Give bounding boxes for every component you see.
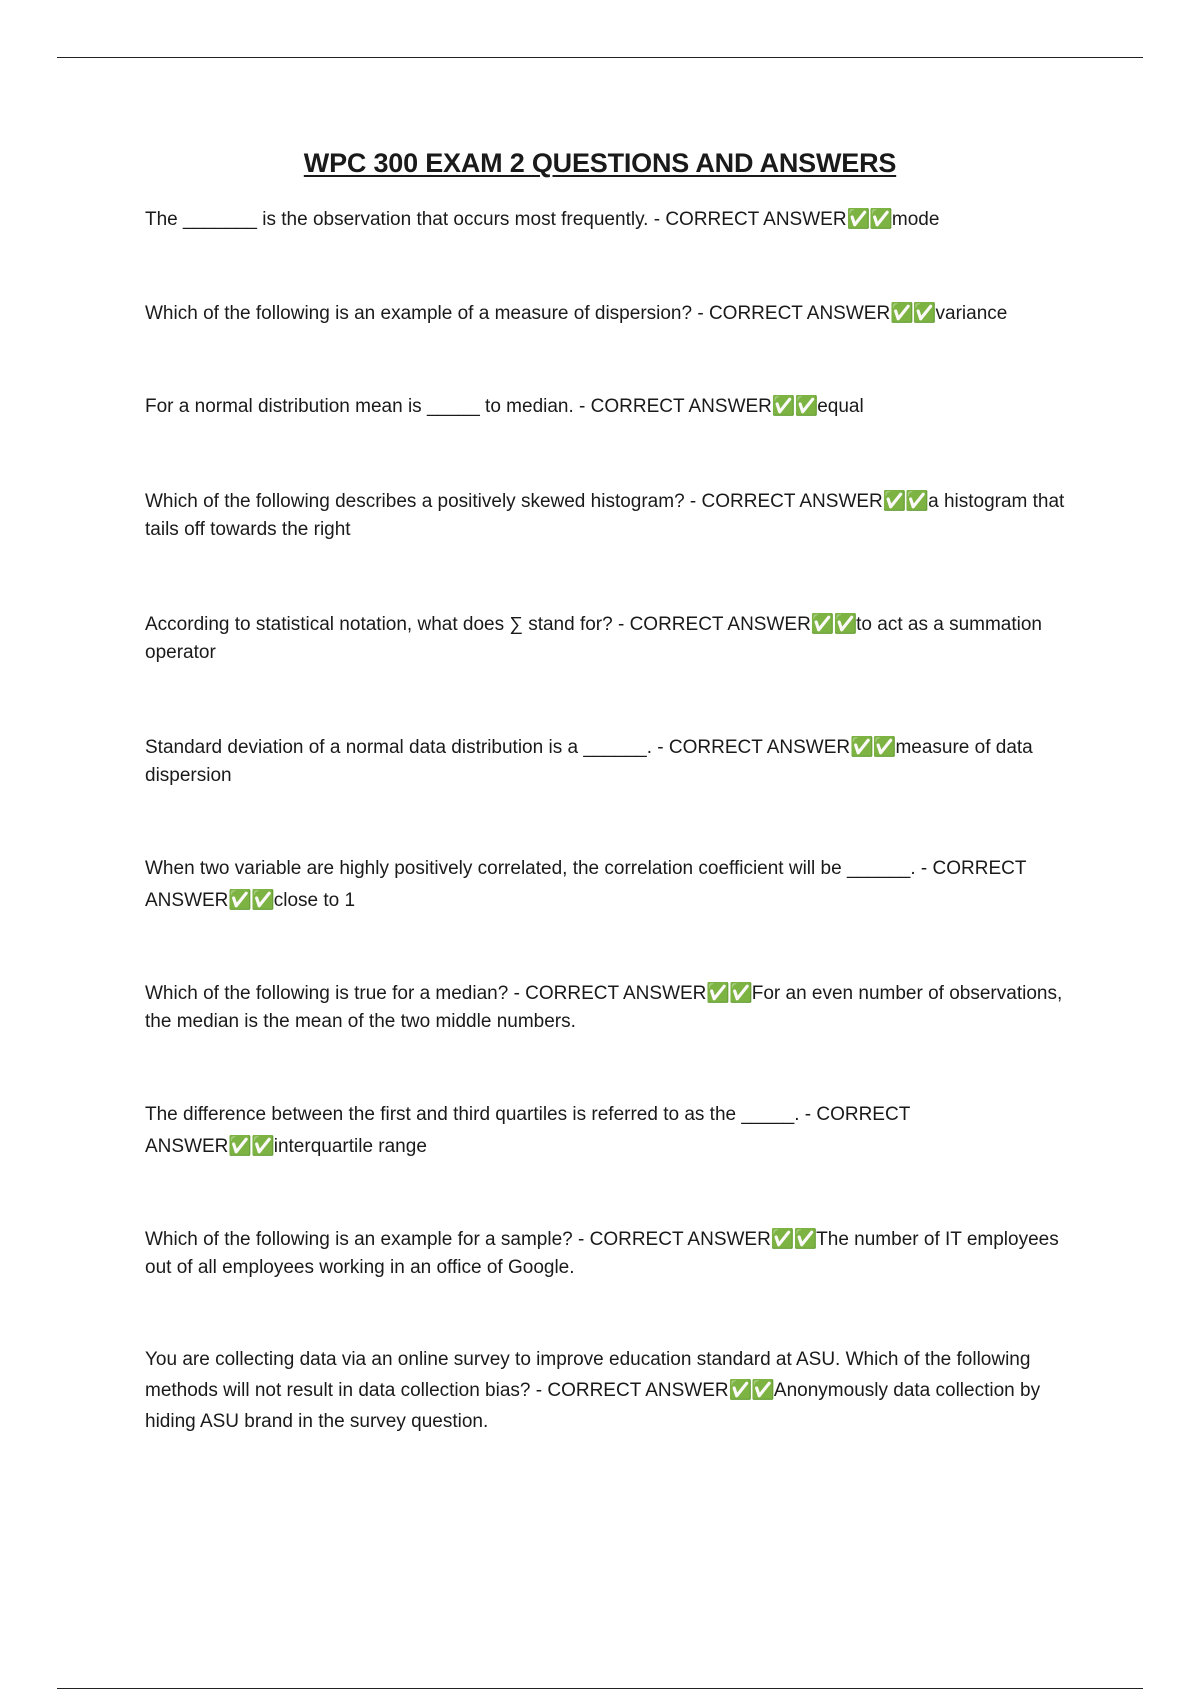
answer-text: measure of data dispersion xyxy=(145,737,1033,786)
answer-marker: - CORRECT ANSWER xyxy=(573,396,772,417)
answer-marker: - CORRECT ANSWER xyxy=(648,209,847,230)
qa-item-7 xyxy=(145,853,1085,917)
question-text: Which of the following describes a positively skewed histogram? xyxy=(145,491,685,512)
question-text: Which of the following is an example of a measure of dispersion? xyxy=(145,303,693,324)
question-text: The difference between the first and third quartiles is referred to as the _____. xyxy=(145,1104,800,1125)
check-marks-icon: ✅✅ xyxy=(706,983,752,1004)
qa-item-4 xyxy=(145,488,1085,544)
bottom-rule xyxy=(57,1688,1143,1689)
check-marks-icon: ✅✅ xyxy=(810,614,857,635)
qa-item-8 xyxy=(145,980,1085,1036)
check-marks-icon: ✅✅ xyxy=(890,303,936,324)
check-marks-icon: ✅✅ xyxy=(228,1136,274,1157)
question-text: You are collecting data via an online survey to improve education standard at ASU. Which of the following methods will not result in data collection bias? xyxy=(145,1349,1031,1401)
question-text: The _______ is the observation that occurs most frequently. xyxy=(145,209,649,230)
question-text: Which of the following is true for a median? xyxy=(145,983,509,1004)
check-marks-icon: ✅✅ xyxy=(770,1229,817,1250)
qa-item-11 xyxy=(145,1344,1085,1437)
check-marks-icon: ✅✅ xyxy=(846,209,892,230)
answer-text: to act as a summation operator xyxy=(145,614,1043,663)
answer-text: interquartile range xyxy=(273,1136,427,1157)
check-marks-icon: ✅✅ xyxy=(850,737,896,758)
question-text: Which of the following is an example for a sample? xyxy=(145,1229,573,1250)
qa-item-3 xyxy=(145,393,1085,421)
top-rule xyxy=(57,57,1143,58)
answer-text: The number of IT employees out of all employees working in an office of Google. xyxy=(145,1229,1059,1278)
answer-text: a histogram that tails off towards the right xyxy=(145,491,1065,540)
qa-item-5 xyxy=(145,611,1085,667)
check-marks-icon: ✅✅ xyxy=(228,890,274,911)
qa-item-2 xyxy=(145,300,1085,328)
qa-item-10 xyxy=(145,1226,1085,1282)
answer-marker: - CORRECT ANSWER xyxy=(692,303,891,324)
answer-text: For an even number of observations, the median is the mean of the two middle numbers. xyxy=(145,983,1063,1032)
answer-marker: - CORRECT ANSWER xyxy=(684,491,883,512)
answer-text: Anonymously data collection by hiding ASU brand in the survey question. xyxy=(145,1380,1041,1432)
answer-marker: - CORRECT ANSWER xyxy=(145,858,1027,911)
answer-marker: - CORRECT ANSWER xyxy=(572,1229,771,1250)
answer-marker: - CORRECT ANSWER xyxy=(652,737,851,758)
answer-marker: - CORRECT ANSWER xyxy=(145,1104,910,1157)
answer-text: equal xyxy=(817,396,864,417)
qa-item-9 xyxy=(145,1099,1085,1163)
answer-marker: - CORRECT ANSWER xyxy=(508,983,707,1004)
question-text: According to statistical notation, what does ∑ stand for? xyxy=(145,614,613,635)
answer-marker: - CORRECT ANSWER xyxy=(612,614,811,635)
answer-marker: - CORRECT ANSWER xyxy=(530,1380,729,1401)
document-title: WPC 300 EXAM 2 QUESTIONS AND ANSWERS xyxy=(303,148,897,178)
question-text: For a normal distribution mean is _____ to median. xyxy=(145,396,574,417)
answer-text: variance xyxy=(935,303,1008,324)
check-marks-icon: ✅✅ xyxy=(771,396,818,417)
answer-text: close to 1 xyxy=(273,890,356,911)
check-marks-icon: ✅✅ xyxy=(882,491,929,512)
qa-item-6 xyxy=(145,734,1085,790)
answer-text: mode xyxy=(891,209,940,230)
question-text: Standard deviation of a normal data distribution is a ______. xyxy=(145,737,652,758)
question-text: When two variable are highly positively correlated, the correlation coefficient will be ______. xyxy=(145,858,916,879)
check-marks-icon: ✅✅ xyxy=(728,1380,774,1401)
qa-item-1 xyxy=(145,206,1085,234)
